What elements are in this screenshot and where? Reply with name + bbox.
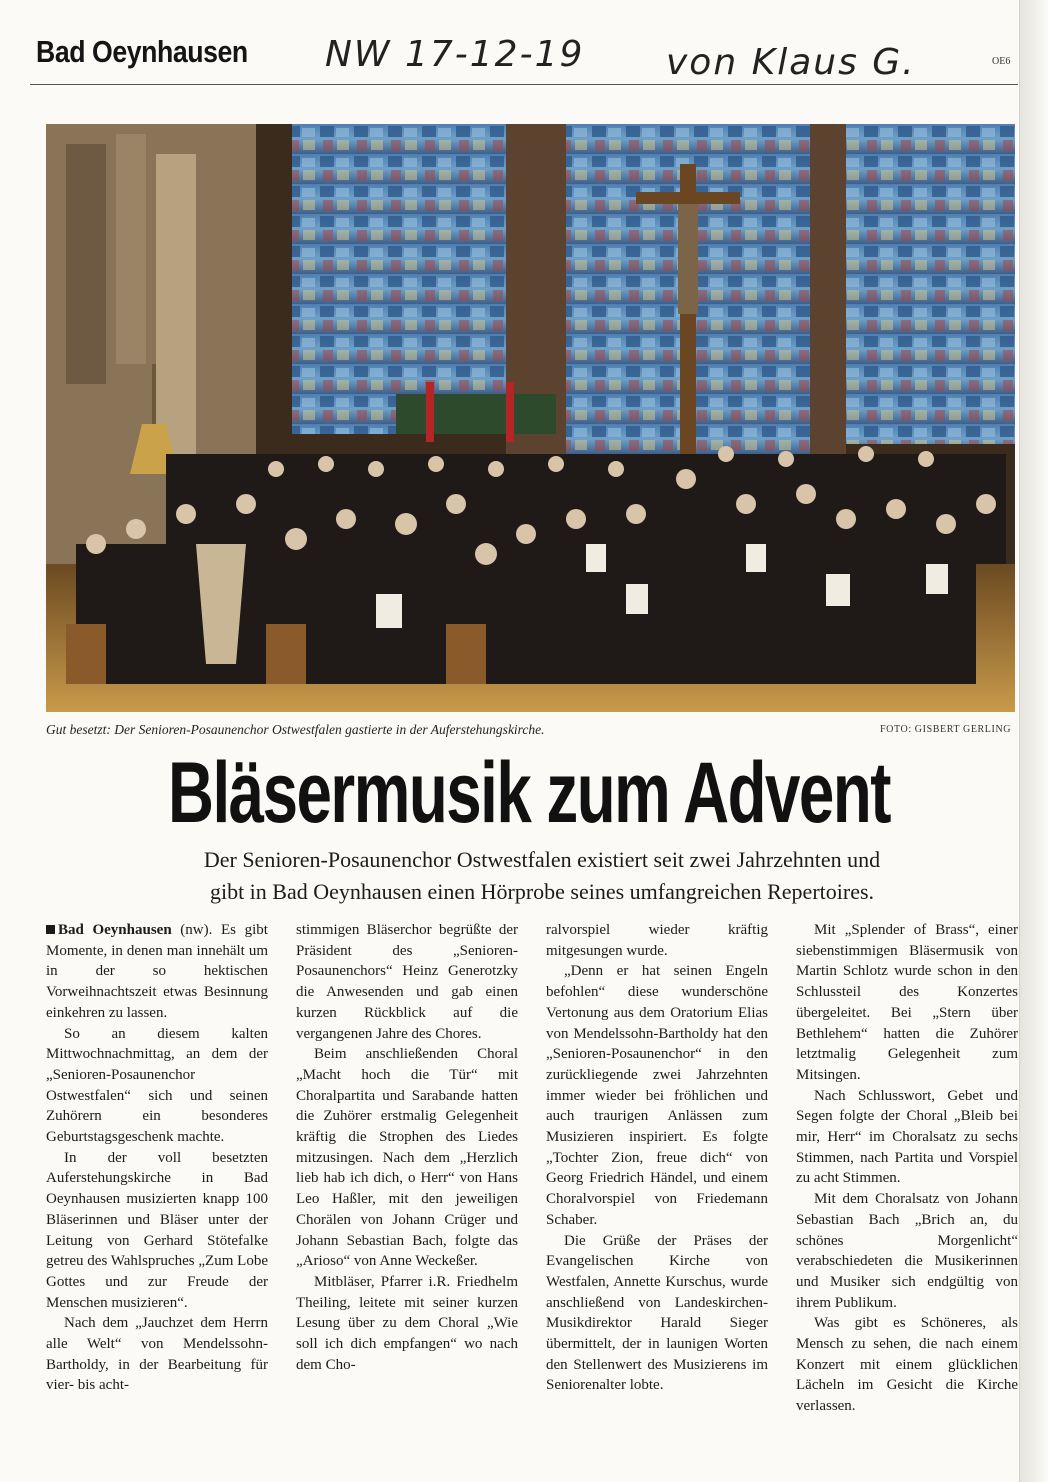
square-bullet-icon	[46, 925, 55, 934]
paragraph: Die Grüße der Präses der Evangelischen Kirche von Westfalen, Annette Kurschus, wurde anschließend von Landeskirchen-Musikdirektor Harald Sieger übermittelt, der in launigen Worten den Stellenwert des Musizierens im Seniorenalter lobte.	[546, 1232, 768, 1394]
paragraph	[46, 920, 268, 1024]
paragraph: Mitbläser, Pfarrer i.R. Friedhelm Theiling, leitete mit seiner kurzen Lesung über zu dem Choral „Wie soll ich dich empfangen“ wo nach dem Cho-	[296, 1273, 518, 1373]
paragraph: Nach dem „Jauchzet dem Herrn alle Welt“ von Mendelssohn-Bartholdy, in der Bearbeitung für vier- bis acht-	[46, 1315, 268, 1394]
paragraph: Was gibt es Schöneres, als Mensch zu sehen, die nach einem Konzert mit einem glücklichen Lächeln im Gesicht die Kirche verlassen.	[796, 1315, 1018, 1415]
article-column-3	[546, 920, 768, 1396]
subhead-line-2: gibt in Bad Oeynhausen einen Hörprobe seines umfangreichen Repertoires.	[209, 879, 875, 904]
headline: Bläsermusik zum Advent	[168, 745, 890, 841]
photo-credit: FOTO: GISBERT GERLING	[880, 724, 1012, 735]
section-title: Bad Oeynhausen	[36, 34, 248, 69]
paragraph: ralvorspiel wieder kräftig mitgesungen wurde.	[546, 922, 768, 959]
photo-illustration	[46, 124, 1015, 712]
paragraph: Beim anschließenden Choral „Macht hoch die Tür“ mit Choralpartita und Sarabande hatten die Zuhörer erstmalig Gelegenheit kräftig die Strophen des Liedes mitzusingen. Nach dem „Herzlich lieb hab ich dich, o Herr“ von Hans Leo Haßler, mit den jeweiligen Chorälen von Johann Crüger und Johann Sebastian Bach, folgte das „Arioso“ von Anne Weckeßer.	[296, 1046, 518, 1270]
article-column-4	[796, 920, 1018, 1417]
page-code: OE6	[992, 56, 1011, 67]
paragraph: stimmigen Bläserchor begrüßte der Präsident des „Senioren-Posaunenchors“ Heinz Generotzky die Anwesenden und gab einen kurzen Rückblick auf die vergangenen Jahre des Chores.	[296, 922, 518, 1042]
photo-caption: Gut besetzt: Der Senioren-Posaunenchor Ostwestfalen gastierte in der Auferstehungskirche.	[46, 722, 545, 737]
paragraph-text: (nw). Es gibt Momente, in denen man innehält um in der so hektischen Vorweihnachtszeit etwas Besinnung einkehren zu lassen.	[46, 922, 268, 1021]
paragraph: Nach Schlusswort, Gebet und Segen folgte der Choral „Bleib bei mir, Herr“ im Choralsatz zu sechs Stimmen, nach Partita und Vorspiel zu acht Stimmen.	[796, 1087, 1018, 1187]
subhead-line-1: Der Senioren-Posaunenchor Ostwestfalen existiert seit zwei Jahrzehnten und	[203, 847, 881, 872]
handwritten-from-note: von Klaus G.	[666, 42, 916, 83]
article-column-2	[296, 920, 518, 1375]
paragraph: Mit „Splender of Brass“, einer siebenstimmigen Bläsermusik von Martin Schlotz wurde schon in den Schlussteil des Konzertes übergeleitet. Bei „Stern über Bethlehem“ hatten die Zuhörer letztmalig Gelegenheit zum Mitsingen.	[796, 922, 1018, 1083]
paragraph: In der voll besetzten Auferstehungskirche in Bad Oeynhausen musizierten knapp 100 Bläserinnen und Bläser unter der Leitung von Gerhard Stötefalke getreu des Wahlspruches „Zum Lobe Gottes und zur Freude der Menschen musizieren“.	[46, 1149, 268, 1311]
paragraph: Mit dem Choralsatz von Johann Sebastian Bach „Brich an, du schönes Morgenlicht“ verabschiedeten die Musikerinnen und Musiker sich endgültig von ihrem Publikum.	[796, 1191, 1018, 1311]
subheadline	[112, 844, 972, 908]
dateline: Bad Oeynhausen	[58, 922, 172, 938]
article-column-1	[46, 920, 268, 1396]
paragraph: So an diesem kalten Mittwochnachmittag, an dem der „Senioren-Posaunenchor Ostwestfalen“ sich und seinen Zuhörern ein besonderes Geburtstagsgeschenk machte.	[46, 1025, 268, 1146]
paper-edge	[1019, 0, 1048, 1482]
church-concert-photo	[46, 124, 1015, 712]
header-rule	[30, 84, 1018, 85]
handwritten-source-note: NW 17-12-19	[325, 34, 585, 75]
paragraph: „Denn er hat seinen Engeln befohlen“ diese wunderschöne Vertonung aus dem Oratorium Elias von Mendelssohn-Bartholdy hat den „Senioren-Posaunenchor“ in den zurückliegende zwei Jahrzehnten immer wieder bei fröhlichen und auch traurigen Anlässen zum Musizieren inspiriert. Es folgte „Tochter Zion, freue dich“ von Georg Friedrich Händel, und einem Choralvorspiel von Friedemann Schaber.	[546, 963, 768, 1228]
